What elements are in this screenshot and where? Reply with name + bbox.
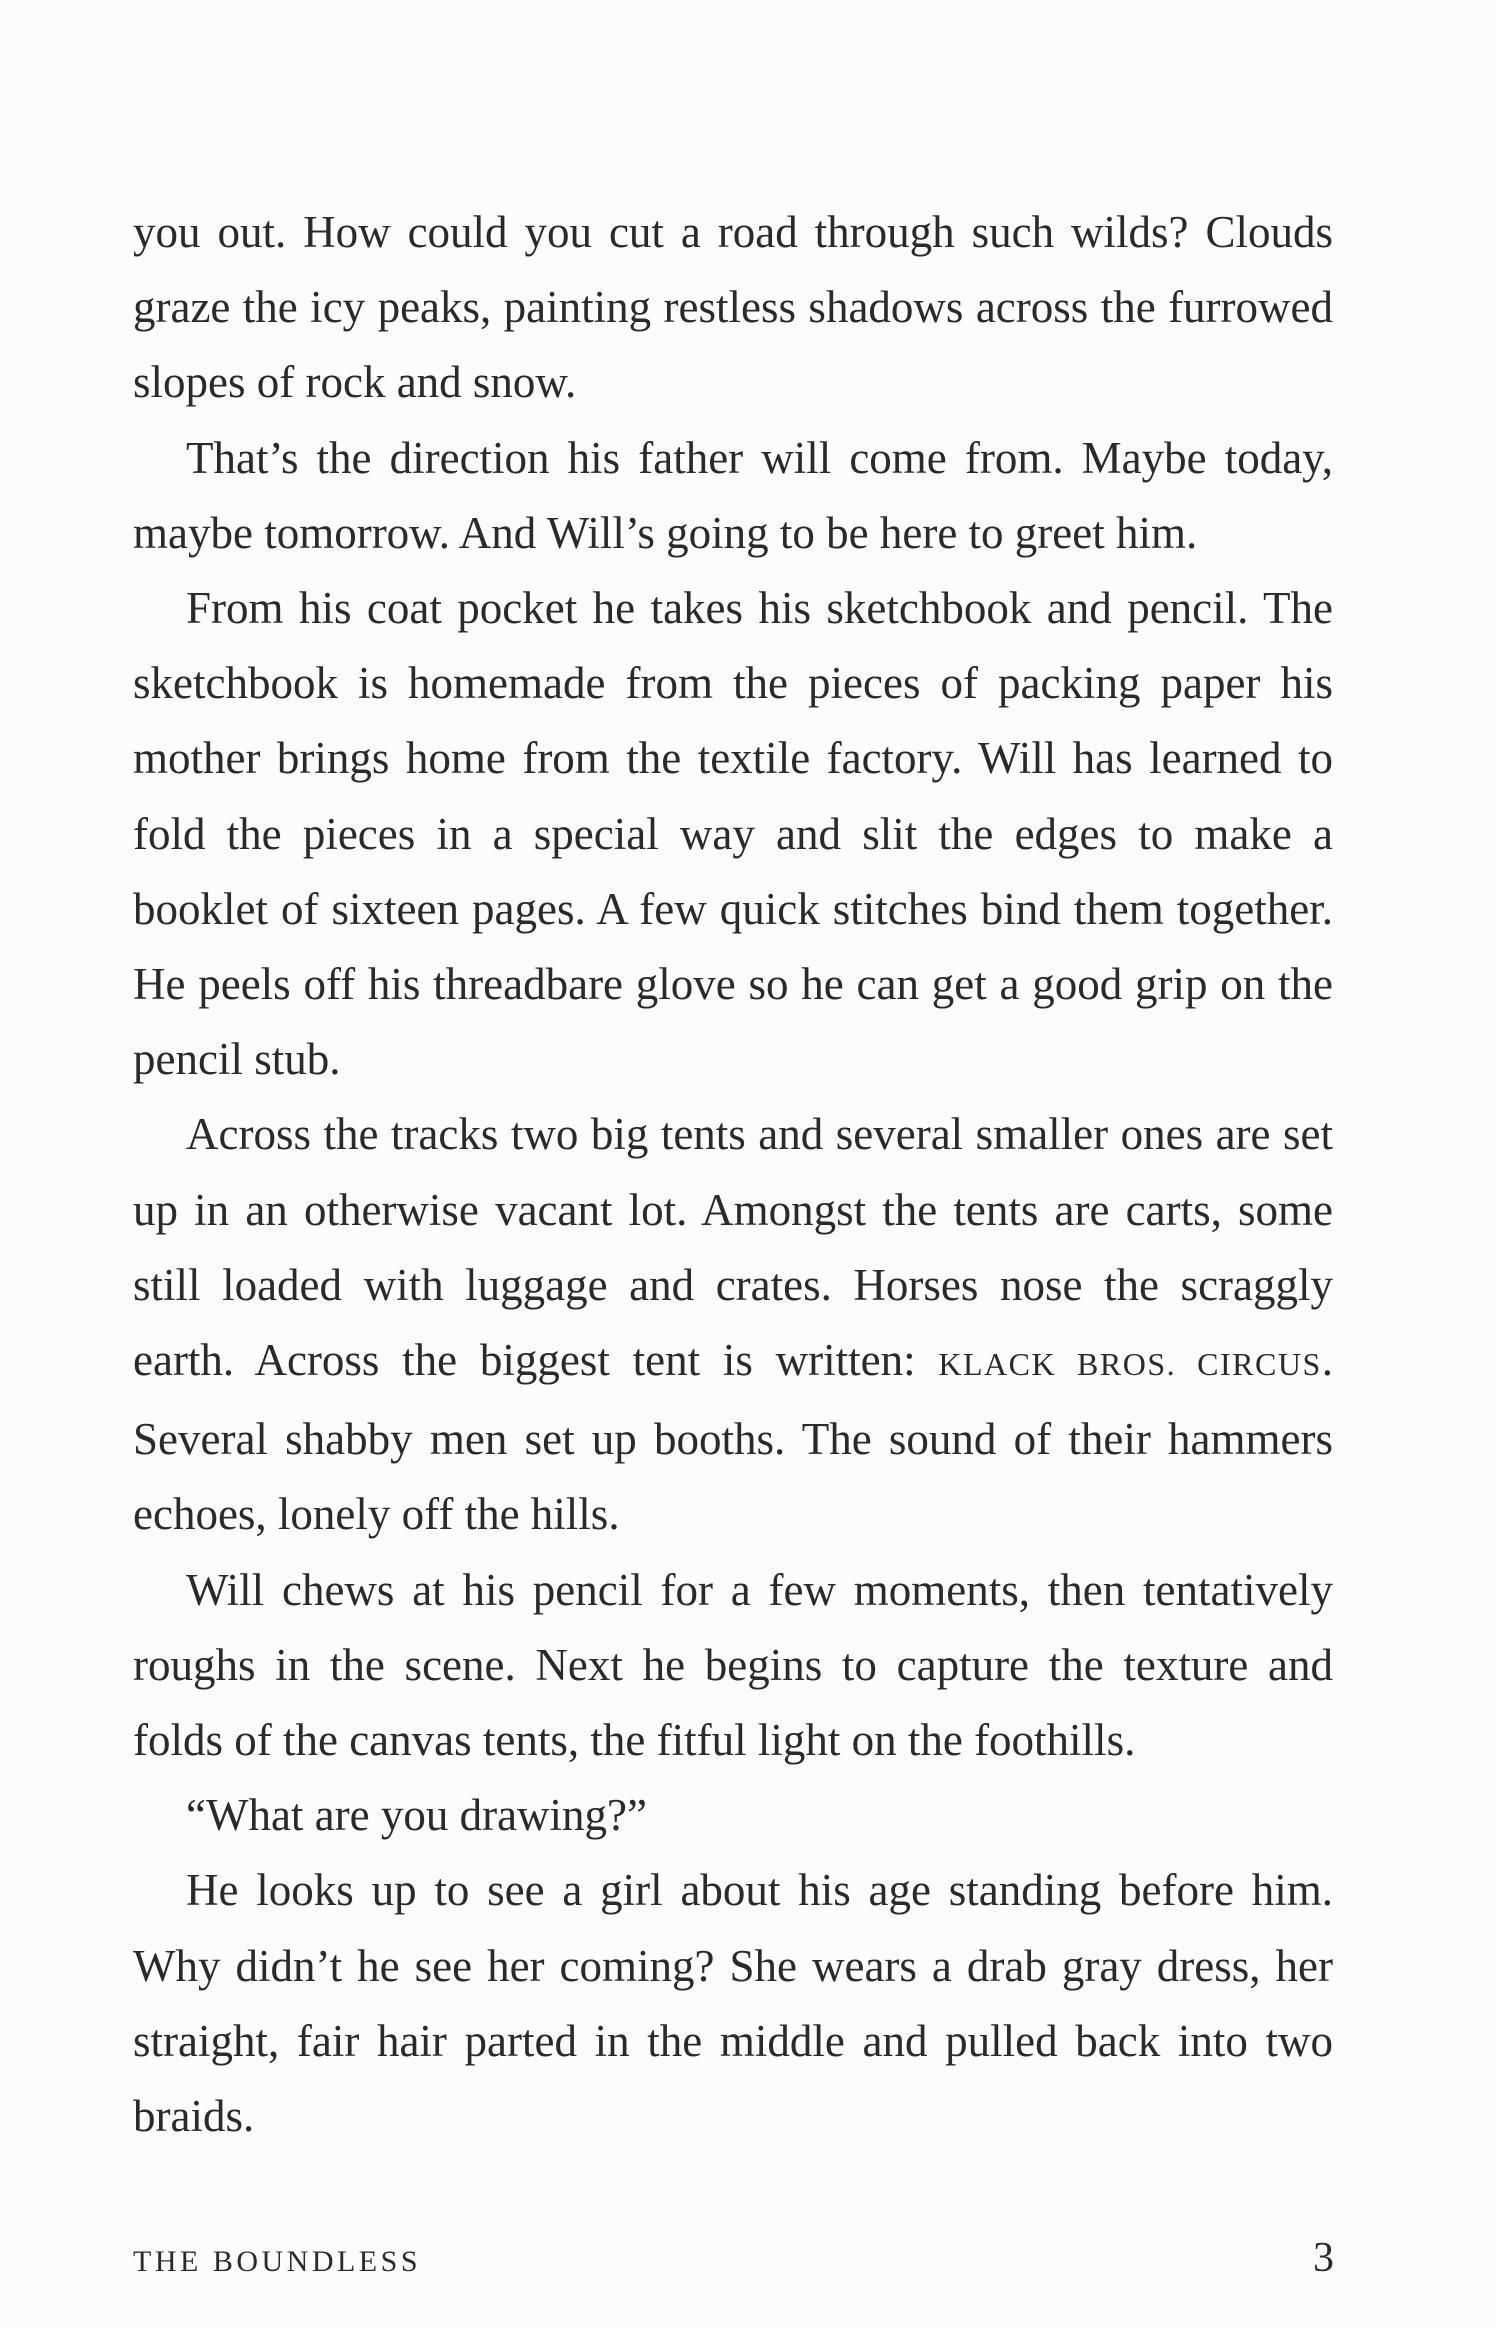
body-text (133, 195, 1333, 2154)
paragraph-circus-tents-before: Across the tracks two big tents and several smaller ones are set up in an otherwise vacant lot. Amongst the tents are carts, some still loaded with luggage and crates. Horses nose the scraggly earth. Across the biggest tent is written: (133, 1109, 1333, 1386)
paragraph-circus-tents-after: . Several shabby men set up booths. The sound of their hammers echoes, lonely off the hills. (133, 1335, 1333, 1540)
paragraph-father-direction: That’s the direction his father will come from. Maybe today, maybe tomorrow. And Will’s going to be here to greet him. (133, 432, 1333, 558)
paragraph-dialogue-question: “What are you drawing?” (186, 1790, 648, 1841)
paragraph-sketchbook: From his coat pocket he takes his sketchbook and pencil. The sketchbook is homemade from the pieces of packing paper his mother brings home from the textile factory. Will has learned to fold the pieces in a special way and slit the edges to make a booklet of sixteen pages. A few quick stitches bind them together. He peels off his threadbare glove so he can get a good grip on the pencil stub. (133, 583, 1333, 1085)
running-head: THE BOUNDLESS (133, 2245, 422, 2278)
paragraph-circus-tents (133, 1097, 1333, 1552)
paragraph-girl-appears: He looks up to see a girl about his age standing before him. Why didn’t he see her coming? She wears a drab gray dress, her straight, fair hair parted in the middle and pulled back into two braids. (133, 1865, 1333, 2142)
paragraph-drawing-scene: Will chews at his pencil for a few moments, then tentatively roughs in the scene. Next he begins to capture the texture and folds of the canvas tents, the fitful light on the foothills. (133, 1564, 1333, 1766)
circus-sign-text: KLACK BROS. CIRCUS (938, 1346, 1322, 1383)
paragraph-continued: you out. How could you cut a road through such wilds? Clouds graze the icy peaks, painting restless shadows across the furrowed slopes of rock and snow. (133, 207, 1333, 408)
page-number: 3 (1313, 2235, 1334, 2281)
